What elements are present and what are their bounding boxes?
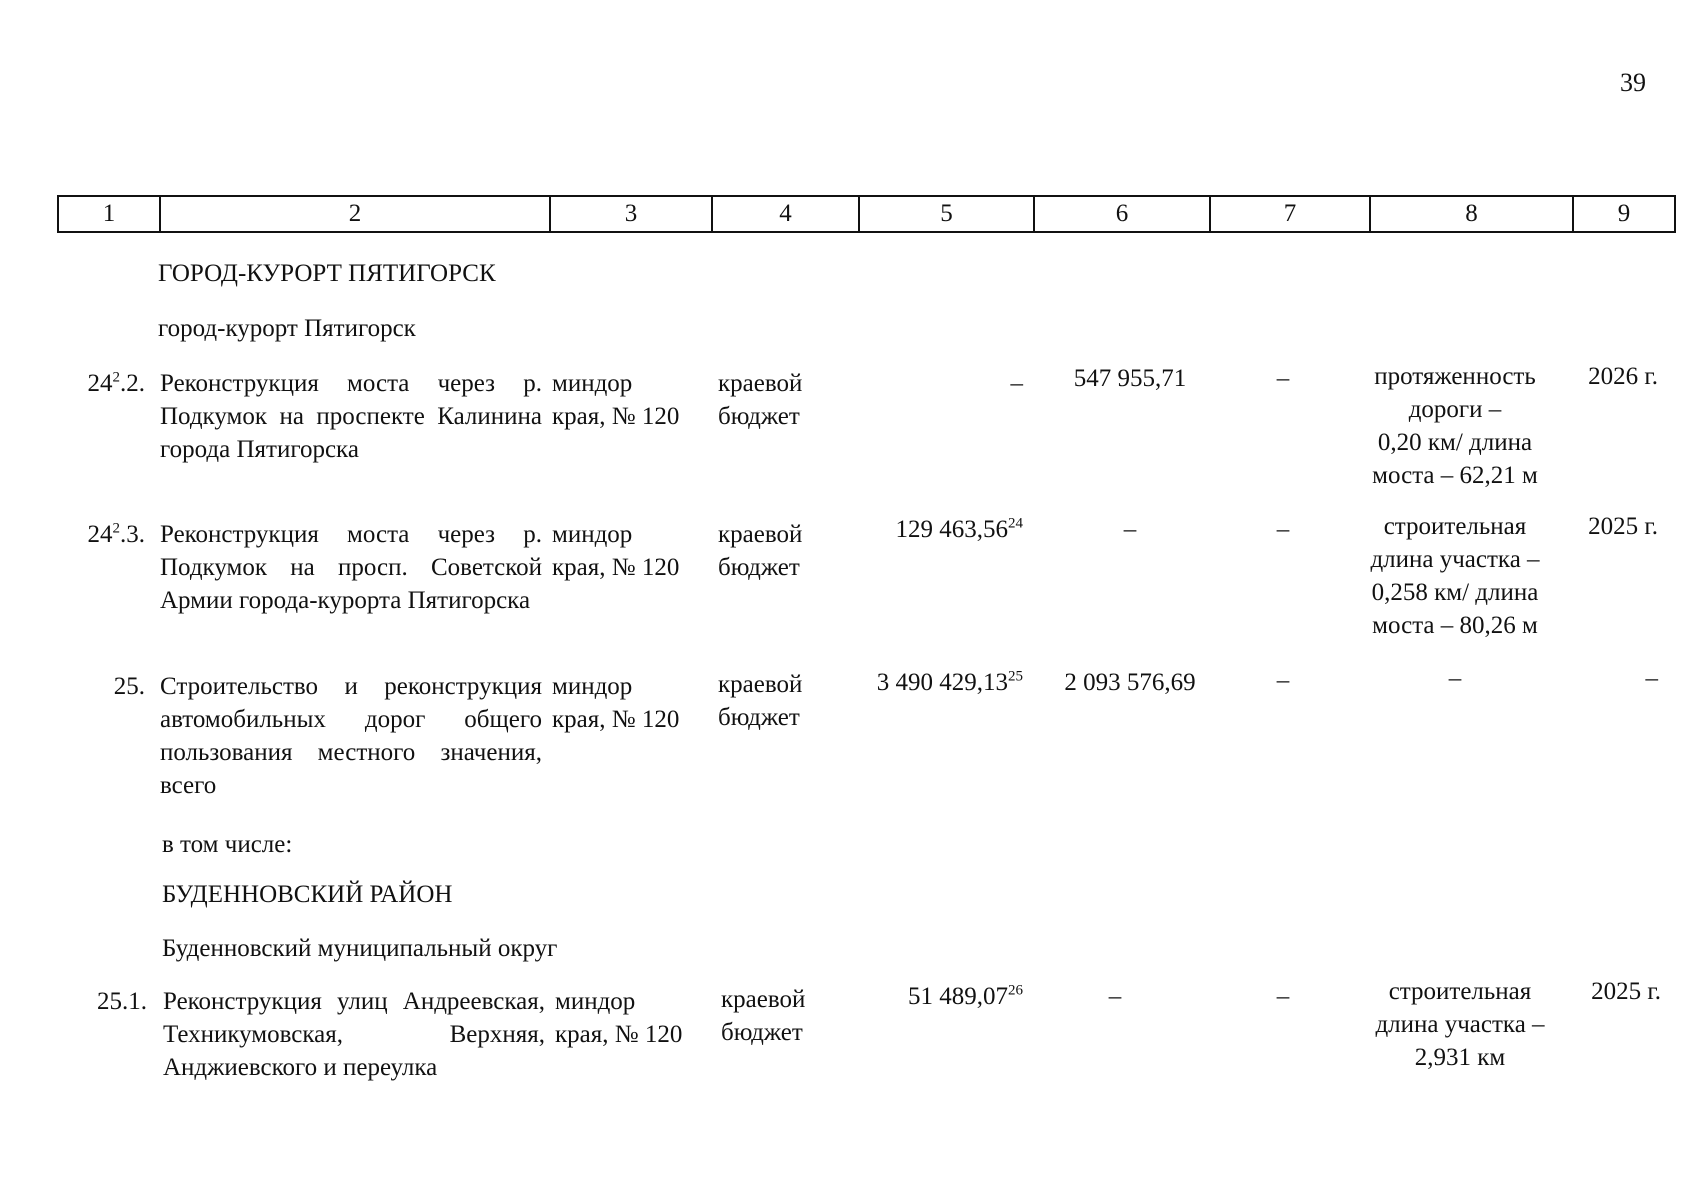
row-department-line2: края, № 120: [552, 403, 680, 430]
subsection-heading-budennovsk: Буденновский муниципальный округ: [162, 935, 558, 962]
page-number: 39: [1620, 68, 1646, 97]
row-description: Реконструкция моста через р. Подкумок на просп. Советской Армии города-курорта Пятигорска: [160, 521, 542, 614]
row-result-line: моста – 62,21 м: [1372, 462, 1538, 489]
row-number: 25.1.: [97, 988, 147, 1015]
column-header-7: 7: [1210, 196, 1370, 232]
row-number: $24^2.2$.: [87, 369, 145, 397]
row-department-line1: миндор: [555, 988, 636, 1015]
row-budget-line1: краевой: [718, 521, 803, 548]
column-header-5: 5: [859, 196, 1034, 232]
row-result: [1355, 662, 1555, 695]
section-heading-budennovsk: БУДЕННОВСКИЙ РАЙОН: [162, 881, 453, 908]
row-value-col6: –: [1123, 516, 1137, 543]
row-department-line2: края, № 120: [552, 554, 680, 581]
row-year: 2025 г.: [1588, 513, 1658, 540]
row-value-col6: –: [1108, 983, 1122, 1010]
row-result-line: 0,20 км/ длина: [1377, 429, 1533, 456]
row-result-line: протяженность: [1374, 363, 1536, 390]
column-header-6: 6: [1034, 196, 1210, 232]
subsection-heading-pyatigorsk: город-курорт Пятигорск: [158, 315, 416, 342]
row-budget-line1: краевой: [718, 671, 803, 698]
row-budget-line2: бюджет: [718, 704, 800, 731]
row-description: Строительство и реконструкция автомобильных дорог общего пользования местного значения, всего: [160, 673, 542, 799]
row-value-col6: 547 955,71: [1073, 365, 1187, 392]
row-number: $24^2.3$.: [87, 520, 145, 548]
row-result-line: –: [1448, 665, 1462, 692]
column-header-4: 4: [712, 196, 859, 232]
row-budget-line1: краевой: [721, 986, 806, 1013]
section-heading-pyatigorsk: ГОРОД-КУРОРТ ПЯТИГОРСК: [158, 260, 496, 287]
row-value-col5: 51 489,07$^{26}$: [908, 982, 1023, 1010]
row-year: 2026 г.: [1588, 363, 1658, 390]
column-header-9: 9: [1573, 196, 1675, 232]
row-result-line: длина участка –: [1370, 546, 1540, 573]
row-value-col7: –: [1276, 516, 1290, 543]
row-value-col5: –: [1010, 370, 1023, 397]
row-result: [1355, 510, 1555, 642]
column-header-3: 3: [550, 196, 712, 232]
row-year: 2025 г.: [1591, 978, 1661, 1005]
row-value-col5: 3 490 429,13$^{25}$: [876, 668, 1023, 696]
row-description: Реконструкция улиц Андреевская, Техникумовская, Верхняя, Анджиевского и переулка: [163, 988, 545, 1081]
including-label: в том числе:: [162, 831, 293, 858]
row-result-line: дороги –: [1408, 396, 1502, 423]
row-budget-line2: бюджет: [718, 554, 800, 581]
row-budget-line1: краевой: [718, 370, 803, 397]
row-department-line1: миндор: [552, 370, 633, 397]
row-value-col6: 2 093 576,69: [1064, 669, 1196, 696]
row-result-line: длина участка –: [1375, 1011, 1545, 1038]
row-result: [1355, 360, 1555, 492]
row-result-line: моста – 80,26 м: [1372, 612, 1538, 639]
row-department-line2: края, № 120: [552, 706, 680, 733]
row-department-line1: миндор: [552, 521, 633, 548]
row-value-col7: –: [1276, 983, 1290, 1010]
row-year: –: [1645, 665, 1658, 692]
column-header-2: 2: [160, 196, 550, 232]
column-header-1: 1: [58, 196, 160, 232]
row-budget-line2: бюджет: [721, 1019, 803, 1046]
row-department-line1: миндор: [552, 673, 633, 700]
column-header-8: 8: [1370, 196, 1573, 232]
row-value-col7: –: [1276, 365, 1290, 392]
row-result: [1360, 975, 1560, 1074]
row-result-line: строительная: [1383, 513, 1527, 540]
row-value-col7: –: [1276, 667, 1290, 694]
row-result-line: 0,258 км/ длина: [1371, 579, 1539, 606]
row-result-line: строительная: [1388, 978, 1532, 1005]
row-description: Реконструкция моста через р. Подкумок на проспекте Калинина города Пятигорска: [160, 370, 542, 463]
row-budget-line2: бюджет: [718, 403, 800, 430]
row-value-col5: 129 463,56$^{24}$: [895, 515, 1023, 543]
row-result-line: 2,931 км: [1414, 1044, 1506, 1071]
row-department-line2: края, № 120: [555, 1021, 683, 1048]
row-number: 25.: [113, 673, 145, 700]
